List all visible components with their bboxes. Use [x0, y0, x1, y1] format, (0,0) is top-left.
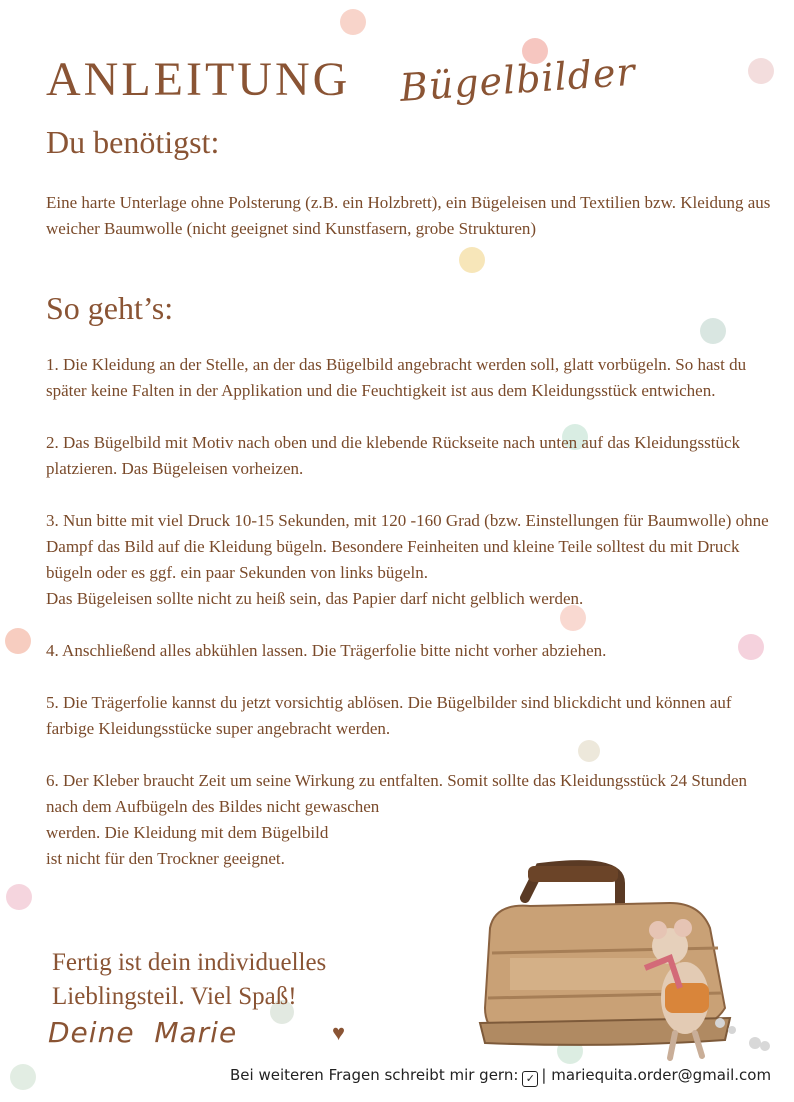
steps-list — [46, 352, 771, 872]
confetti-dot — [6, 884, 32, 910]
step-1: 1. Die Kleidung an der Stelle, an der das Bügelbild angebracht werden soll, glatt vorbügeln. So hast du später keine Falten in der Applikation und die Feuchtigkeit ist aus dem Kleidungsstück entwichen. — [46, 355, 747, 400]
step-3-note: Das Bügeleisen sollte nicht zu heiß sein, das Papier darf nicht gelblich werden. — [46, 589, 584, 608]
step-6-line-3: ist nicht für den Trockner geeignet. — [46, 849, 285, 868]
signature: Deine Marie — [48, 1016, 238, 1049]
step-6-line-2: werden. Die Kleidung mit dem Bügelbild — [46, 823, 329, 842]
closing-message — [52, 946, 326, 1014]
needs-text: Eine harte Unterlage ohne Polsterung (z.B. ein Holzbrett), ein Bügeleisen und Textilien bzw. Kleidung aus weicher Baumwolle (nicht geeignet sind Kunstfasern, grobe Strukturen) — [46, 193, 771, 238]
step-3: 3. Nun bitte mit viel Druck 10-15 Sekunden, mit 120 -160 Grad (bzw. Einstellungen für Baumwolle) ohne Dampf das Bild auf die Kleidung bügeln. Besondere Feinheiten und kleine Teile solltest du mit Druck bügeln oder es ggf. ein paar Sekunden von links bügeln. — [46, 511, 769, 582]
step-5: 5. Die Trägerfolie kannst du jetzt vorsichtig ablösen. Die Bügelbilder sind blickdicht und können auf farbige Kleidungsstücke super angebracht werden. — [46, 693, 732, 738]
step-4: 4. Anschließend alles abkühlen lassen. Die Trägerfolie bitte nicht vorher abziehen. — [46, 641, 607, 660]
step-6-line-1: 6. Der Kleber braucht Zeit um seine Wirkung zu entfalten. Somit sollte das Kleidungsstück 24 Stunden nach dem Aufbügeln des Bildes nicht gewaschen — [46, 771, 748, 816]
contact-email[interactable]: | mariequita.order@gmail.com — [541, 1066, 772, 1084]
howto-heading: So geht’s: — [46, 290, 174, 326]
step-2: 2. Das Bügelbild mit Motiv nach oben und die klebende Rückseite nach unten auf das Kleidungsstück platzieren. Das Bügeleisen vorheizen. — [46, 433, 741, 478]
page-title: ANLEITUNG — [46, 53, 351, 106]
heart-icon: ♥ — [332, 1020, 346, 1045]
needs-heading: Du benötigst: — [46, 124, 220, 160]
confetti-dot — [748, 58, 774, 84]
closing-line-2: Lieblingsteil. Viel Spaß! — [52, 983, 297, 1010]
page-subtitle: Bügelbilder — [398, 49, 637, 110]
step-6 — [46, 768, 766, 872]
iron-illustration — [470, 858, 790, 1068]
closing-line-1: Fertig ist dein individuelles — [52, 949, 327, 976]
footer-text: Bei weiteren Fragen schreibt mir gern: — [230, 1066, 519, 1084]
confetti-dot — [700, 318, 726, 344]
contact-footer — [230, 1066, 771, 1087]
confetti-dot — [10, 1064, 36, 1090]
check-icon: ✓ — [522, 1071, 538, 1087]
confetti-dot — [459, 247, 485, 273]
confetti-dot — [5, 628, 31, 654]
confetti-dot — [340, 9, 366, 35]
